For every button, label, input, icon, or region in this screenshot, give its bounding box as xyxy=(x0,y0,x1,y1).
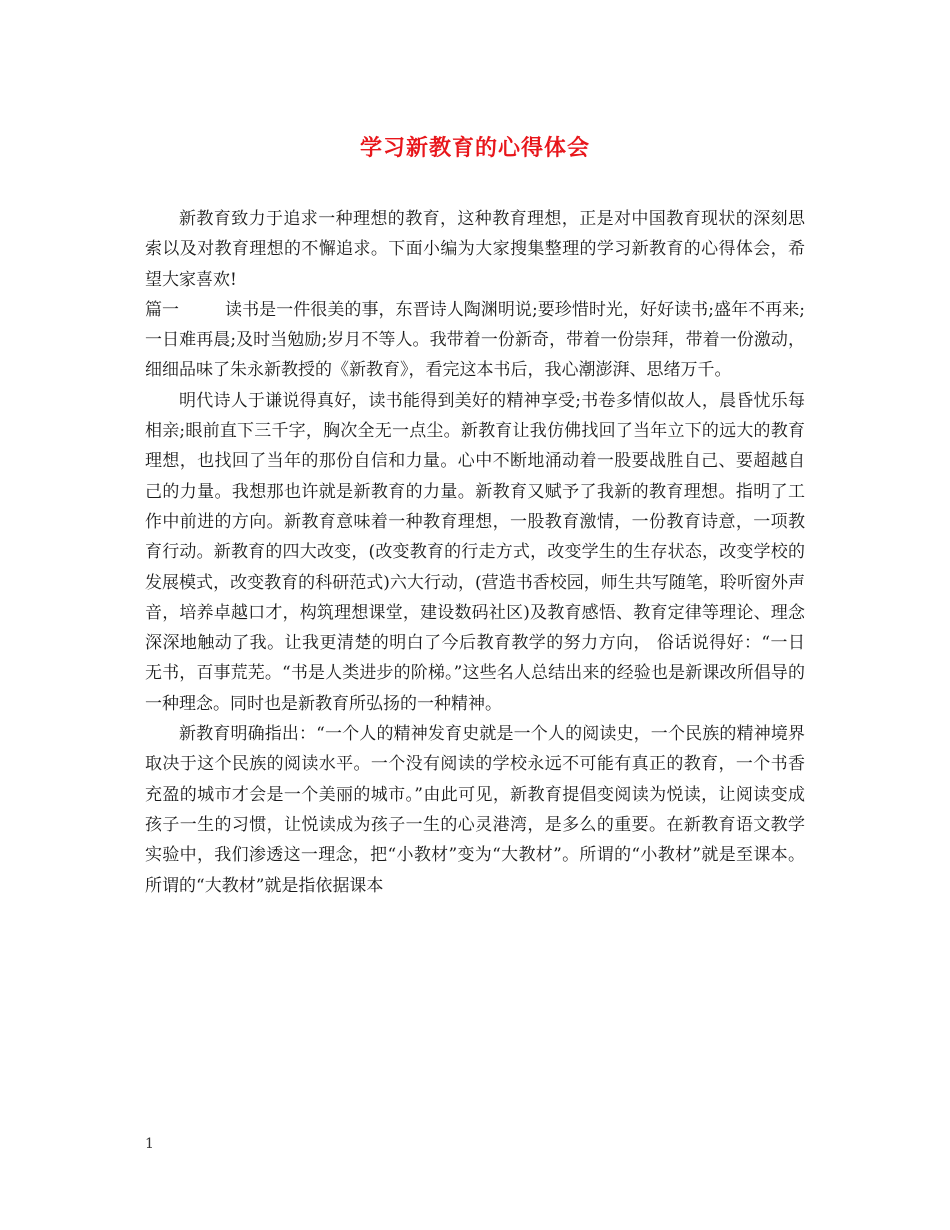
document-body xyxy=(145,204,805,901)
section-label: 篇一 xyxy=(145,299,179,320)
section-one-paragraph xyxy=(145,295,805,386)
document-title: 学习新教育的心得体会 xyxy=(359,135,590,161)
section-one-text: 读书是一件很美的事，东晋诗人陶渊明说;要珍惜时光，好好读书;盛年不再来;一日难再晨;及时当勉励;岁月不等人。我带着一份新奇，带着一份崇拜，带着一份激动，细细品味了朱永新教授的《新教育》，看完这本书后，我心潮澎湃、思绪万千。 xyxy=(145,299,805,381)
paragraph-two: 明代诗人于谦说得真好，读书能得到美好的精神享受;书卷多情似故人，晨昏忧乐每相亲;眼前直下三千字，胸次全无一点尘。新教育让我仿佛找回了当年立下的远大的教育理想，也找回了当年的那份自信和力量。心中不断地涌动着一股要战胜自己、要超越自己的力量。我想那也许就是新教育的力量。新教育又赋予了我新的教育理想。指明了工作中前进的方向。新教育意味着一种教育理想，一股教育激情，一份教育诗意，一项教育行动。新教育的四大改变，(改变教育的行走方式，改变学生的生存状态，改变学校的发展模式，改变教育的科研范式)六大行动，(营造书香校园，师生共写随笔，聆听窗外声音，培养卓越口才，构筑理想课堂，建设数码社区)及教育感悟、教育定律等理论、理念深深地触动了我。让我更清楚的明白了今后教育教学的努力方向， 俗话说得好：“一日无书，百事荒芜。“书是人类进步的阶梯。”这些名人总结出来的经验也是新课改所倡导的一种理念。同时也是新教育所弘扬的一种精神。 xyxy=(145,390,805,714)
page-number: 1 xyxy=(145,1136,154,1152)
intro-paragraph: 新教育致力于追求一种理想的教育，这种教育理想，正是对中国教育现状的深刻思索以及对教育理想的不懈追求。下面小编为大家搜集整理的学习新教育的心得体会，希望大家喜欢! xyxy=(145,209,805,290)
paragraph-three: 新教育明确指出：“一个人的精神发育史就是一个人的阅读史，一个民族的精神境界取决于这个民族的阅读水平。一个没有阅读的学校永远不可能有真正的教育，一个书香充盈的城市才会是一个美丽的城市。”由此可见，新教育提倡变阅读为悦读，让阅读变成孩子一生的习惯，让悦读成为孩子一生的心灵港湾，是多么的重要。在新教育语文教学实验中，我们渗透这一理念，把“小教材”变为“大教材”。所谓的“小教材”就是至课本。所谓的“大教材”就是指依据课本 xyxy=(145,724,805,896)
